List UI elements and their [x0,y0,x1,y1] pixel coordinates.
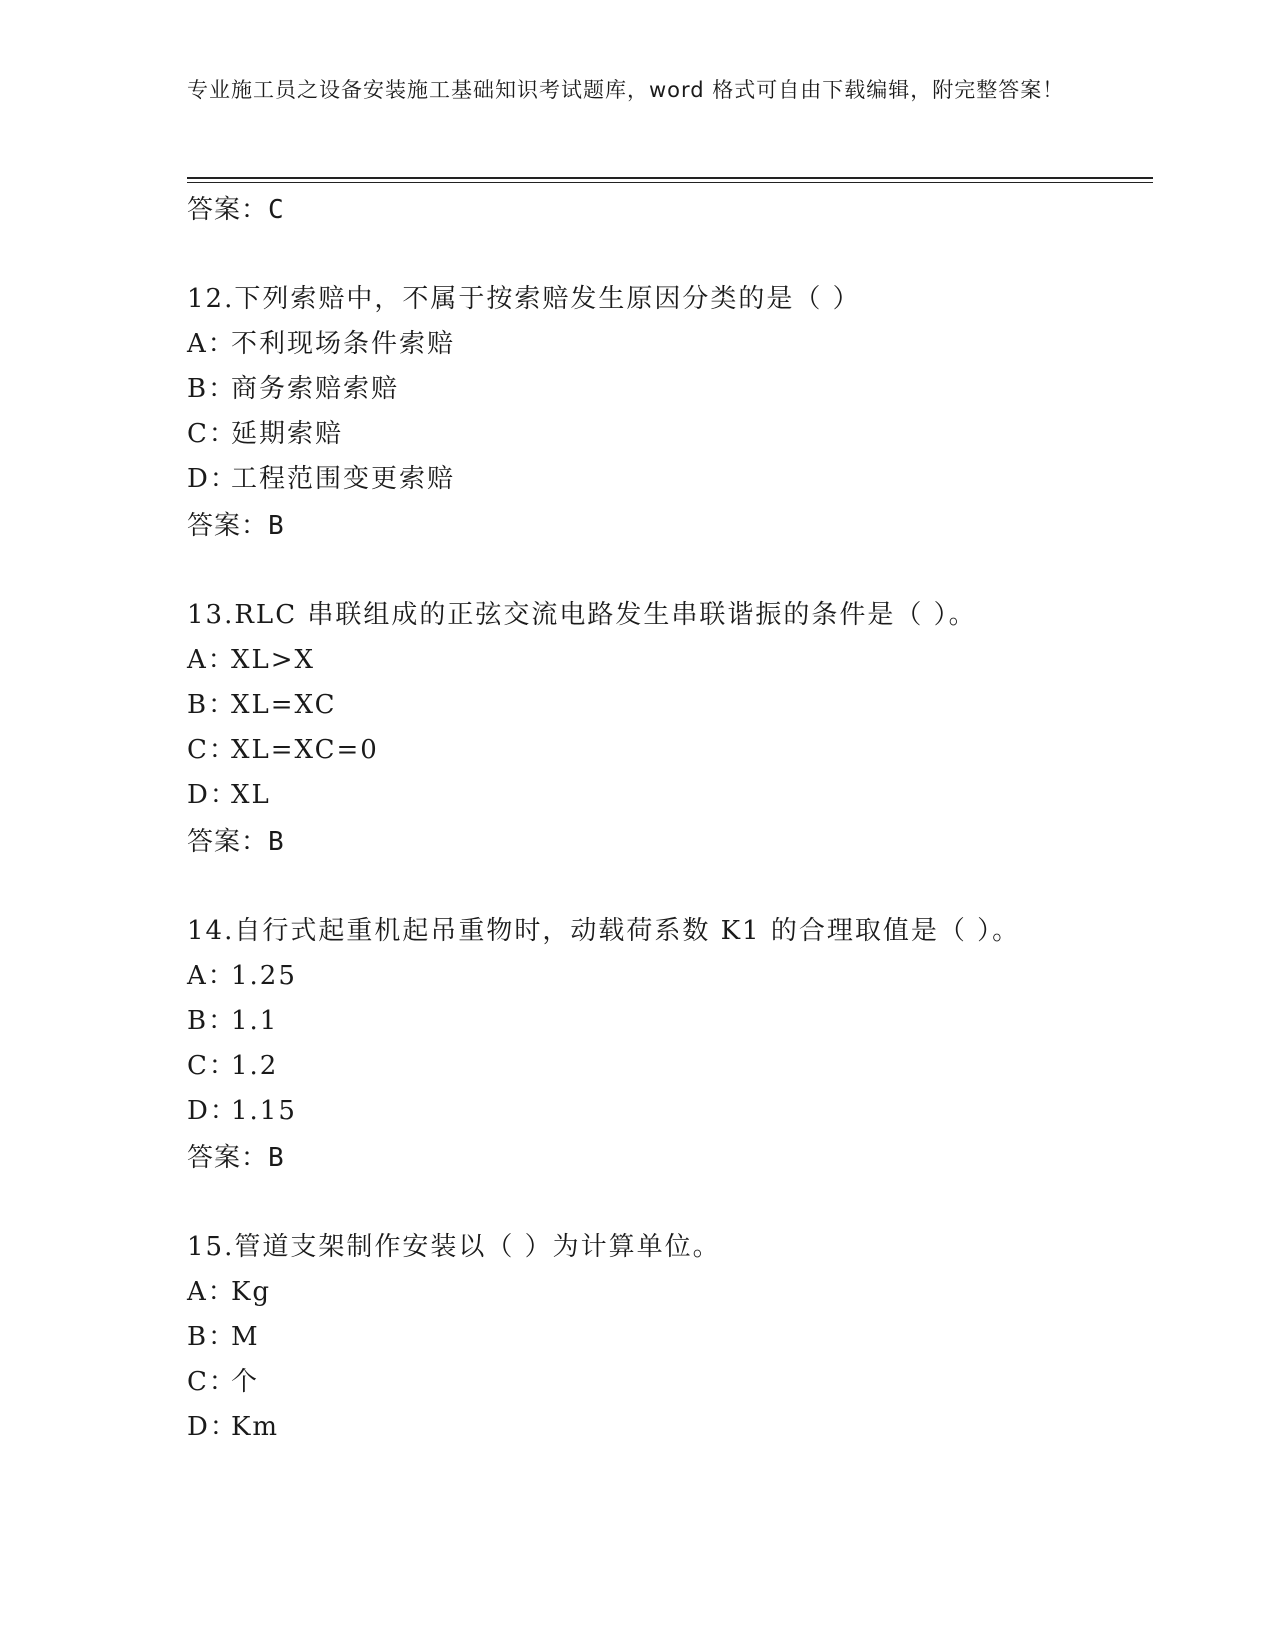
option-letter: A： [187,329,236,359]
answer-label: 答案： [187,195,269,225]
answer-value: B [268,827,285,857]
option-text: XL [231,780,271,810]
option-letter: B： [187,1006,237,1036]
question-block [187,1225,1153,1450]
answer-value: B [268,1143,285,1173]
answer-label: 答案： [187,511,269,541]
option-text: 1.1 [231,1006,279,1036]
option-text: 1.15 [231,1096,297,1126]
answer-label: 答案： [187,1143,269,1173]
question-text: 15.管道支架制作安装以（ ）为计算单位。 [187,1232,721,1262]
option-letter: D： [187,1096,238,1126]
answer-value: C [268,195,285,225]
option-b [187,683,1153,728]
option-c [187,412,1153,457]
option-letter: A： [187,1277,236,1307]
option-d [187,457,1153,502]
option-d [187,1405,1153,1450]
question-text: 13.RLC 串联组成的正弦交流电路发生串联谐振的条件是（ ）。 [187,600,977,630]
option-text: M [231,1322,260,1352]
document-header: 专业施工员之设备安装施工基础知识考试题库，word 格式可自由下载编辑，附完整答案！ [187,78,1065,102]
option-letter: B： [187,690,237,720]
option-b [187,367,1153,412]
answer-value: B [268,511,285,541]
option-text: 商务索赔索赔 [231,374,400,404]
option-a [187,1270,1153,1315]
option-text: Kg [231,1277,272,1307]
option-text: 工程范围变更索赔 [231,464,456,494]
header-divider-thin [187,182,1153,183]
answer-line [187,1134,1153,1182]
option-letter: A： [187,645,236,675]
option-d [187,1089,1153,1134]
option-text: 1.25 [231,961,297,991]
option-letter: C： [187,419,237,449]
option-c [187,1360,1153,1405]
option-d [187,773,1153,818]
option-text: XL=XC [231,690,337,720]
question-list [187,186,1153,1450]
option-letter: D： [187,464,238,494]
option-text: 1.2 [231,1051,279,1081]
question-block [187,277,1153,550]
header-divider [187,177,1153,179]
option-letter: C： [187,1367,237,1397]
option-b [187,999,1153,1044]
option-letter: B： [187,374,237,404]
answer-line [187,818,1153,866]
option-letter: B： [187,1322,237,1352]
option-text: XL>X [231,645,316,675]
question-block [187,593,1153,866]
option-text: 个 [231,1367,260,1397]
option-b [187,1315,1153,1360]
answer-line [187,502,1153,550]
option-c [187,1044,1153,1089]
option-text: 不利现场条件索赔 [231,329,456,359]
option-c [187,728,1153,773]
question-block [187,909,1153,1182]
option-letter: D： [187,1412,238,1442]
answer-label: 答案： [187,827,269,857]
option-text: 延期索赔 [231,419,344,449]
option-a [187,638,1153,683]
question-text: 12.下列索赔中，不属于按索赔发生原因分类的是（ ） [187,284,861,314]
option-letter: C： [187,735,237,765]
option-a [187,954,1153,999]
question-text: 14.自行式起重机起吊重物时，动载荷系数 K1 的合理取值是（ ）。 [187,916,1021,946]
option-a [187,322,1153,367]
option-text: Km [231,1412,280,1442]
option-text: XL=XC=0 [231,735,379,765]
option-letter: D： [187,780,238,810]
answer-line [187,186,1153,234]
option-letter: A： [187,961,236,991]
option-letter: C： [187,1051,237,1081]
